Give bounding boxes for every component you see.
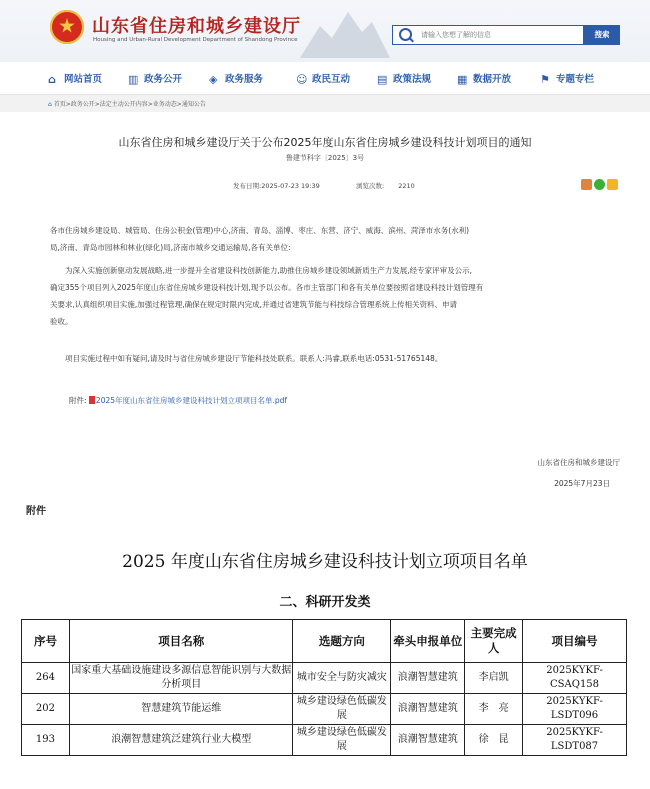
national-emblem-icon xyxy=(50,10,84,44)
nav-policy[interactable]: ▤ 政策法规 xyxy=(377,73,432,86)
main-nav xyxy=(0,62,650,95)
attachment: 附件: 2025年度山东省住房城乡建设科技计划立项项目名单.pdf xyxy=(69,396,288,405)
breadcrumb-bar xyxy=(0,95,650,112)
appendix-title: 2025 年度山东省住房城乡建设科技计划立项项目名单 xyxy=(122,552,528,572)
cell-no: 264 xyxy=(22,663,70,694)
cell-code: 2025KYKF-LSDT096 xyxy=(523,694,627,725)
search-icon xyxy=(399,28,412,41)
nav-data-open[interactable]: ▦ 数据开放 xyxy=(457,73,512,86)
nav-gov-affairs[interactable]: ▥ 政务公开 xyxy=(128,73,183,86)
table-row xyxy=(22,694,627,725)
nav-special[interactable]: ⚑ 专题专栏 xyxy=(540,73,595,86)
share-wechat-icon[interactable] xyxy=(594,179,605,190)
book-icon: ▤ xyxy=(377,73,388,86)
publish-date: 发布日期:2025-07-23 19:39 xyxy=(233,182,320,190)
attachment-link[interactable]: 2025年度山东省住房城乡建设科技计划立项项目名单.pdf xyxy=(89,396,287,405)
home-icon: ⌂ xyxy=(48,73,56,86)
share-favorite-icon[interactable] xyxy=(607,179,618,190)
body-paragraph: 为深入实施创新驱动发展战略,进一步提升全省建设科技创新能力,助推住房城乡建设领域新质生产力发展,经专家评审及公示, 确定355个项目列入2025年度山东省住房城乡建设科技计划,现予以公布。各市主管部门和各有关单位要按照省建设科技计划管理有 关要求,认真组织项目实施,加强过程管理,确保在规定时限内完成,并通过省建筑节能与科技综合管理系统上传相关资料、申请 验收。 xyxy=(50,266,484,326)
recipients: 各市住房城乡建设局、城管局、住房公积金(管理)中心,济南、青岛、淄博、枣庄、东营、济宁、威海、滨州、菏泽市水务(水利) 局,济南、青岛市园林和林业(绿化)局,济南市城乡交通运输局,各有关单位: xyxy=(50,226,470,252)
sign-date: 2025年7月23日 xyxy=(554,479,610,488)
table-row xyxy=(22,725,627,756)
appendix-label: 附件 xyxy=(26,506,46,517)
cell-direction: 城乡建设绿色低碳发展 xyxy=(293,694,391,725)
col-header: 序号 xyxy=(22,620,70,663)
share-qzone-icon[interactable] xyxy=(581,179,592,190)
cell-unit: 浪潮智慧建筑 xyxy=(391,663,465,694)
breadcrumb[interactable]: ⌂ 首页>政务公开>法定主动公开内容>业务动态>通知公告 xyxy=(48,101,206,108)
nav-gov-service[interactable]: ◈ 政务服务 xyxy=(209,73,264,86)
contact-paragraph: 项目实施过程中如有疑问,请及时与省住房城乡建设厅节能科技处联系。联系人:冯睿,联系电话:0531-51765148。 xyxy=(65,354,443,363)
chart-icon: ▦ xyxy=(457,73,468,86)
col-header: 牵头申报单位 xyxy=(391,620,465,663)
cell-name: 浪潮智慧建筑泛建筑行业大模型 xyxy=(69,725,293,756)
col-header: 主要完成人 xyxy=(465,620,523,663)
view-count: 浏览次数: 2210 xyxy=(356,182,415,190)
cell-direction: 城市安全与防灾减灾 xyxy=(293,663,391,694)
bookmark-icon: ⚑ xyxy=(540,73,550,86)
cell-no: 202 xyxy=(22,694,70,725)
table-row xyxy=(22,663,627,694)
cell-code: 2025KYKF-CSAQ158 xyxy=(523,663,627,694)
site-subtitle: Housing and Urban-Rural Development Department of Shandong Province xyxy=(93,37,298,43)
project-table xyxy=(21,619,627,756)
service-icon: ◈ xyxy=(209,73,218,86)
pdf-icon xyxy=(89,396,95,404)
site-header xyxy=(0,0,650,62)
search-box xyxy=(392,25,584,45)
cell-direction: 城乡建设绿色低碳发展 xyxy=(293,725,391,756)
site-title[interactable]: 山东省住房和城乡建设厅 xyxy=(92,16,301,37)
cell-name: 国家重大基础设施建设多源信息智能识别与大数据分析项目 xyxy=(69,663,293,694)
search-input[interactable] xyxy=(421,26,579,44)
table-header-row xyxy=(22,620,627,663)
people-icon: ☺ xyxy=(296,73,308,86)
mountain-decoration-icon xyxy=(300,4,390,58)
col-header: 项目名称 xyxy=(69,620,293,663)
nav-interaction[interactable]: ☺ 政民互动 xyxy=(296,73,351,86)
col-header: 项目编号 xyxy=(523,620,627,663)
home-small-icon: ⌂ xyxy=(48,101,54,108)
cell-person: 李 亮 xyxy=(465,694,523,725)
cell-unit: 浪潮智慧建筑 xyxy=(391,694,465,725)
cell-name: 智慧建筑节能运维 xyxy=(69,694,293,725)
search-button[interactable]: 搜索 xyxy=(584,25,620,45)
cell-person: 李启凯 xyxy=(465,663,523,694)
nav-home[interactable]: ⌂ 网站首页 xyxy=(48,73,103,86)
cell-person: 徐 昆 xyxy=(465,725,523,756)
col-header: 选题方向 xyxy=(293,620,391,663)
document-number: 鲁建节科字〔2025〕3号 xyxy=(285,154,365,162)
cell-no: 193 xyxy=(22,725,70,756)
cell-code: 2025KYKF-LSDT087 xyxy=(523,725,627,756)
building-icon: ▥ xyxy=(128,73,139,86)
article-title: 山东省住房和城乡建设厅关于公布2025年度山东省住房城乡建设科技计划项目的通知 xyxy=(118,136,532,149)
cell-unit: 浪潮智慧建筑 xyxy=(391,725,465,756)
section-title: 二、科研开发类 xyxy=(279,595,371,610)
signer: 山东省住房和城乡建设厅 xyxy=(537,458,620,467)
